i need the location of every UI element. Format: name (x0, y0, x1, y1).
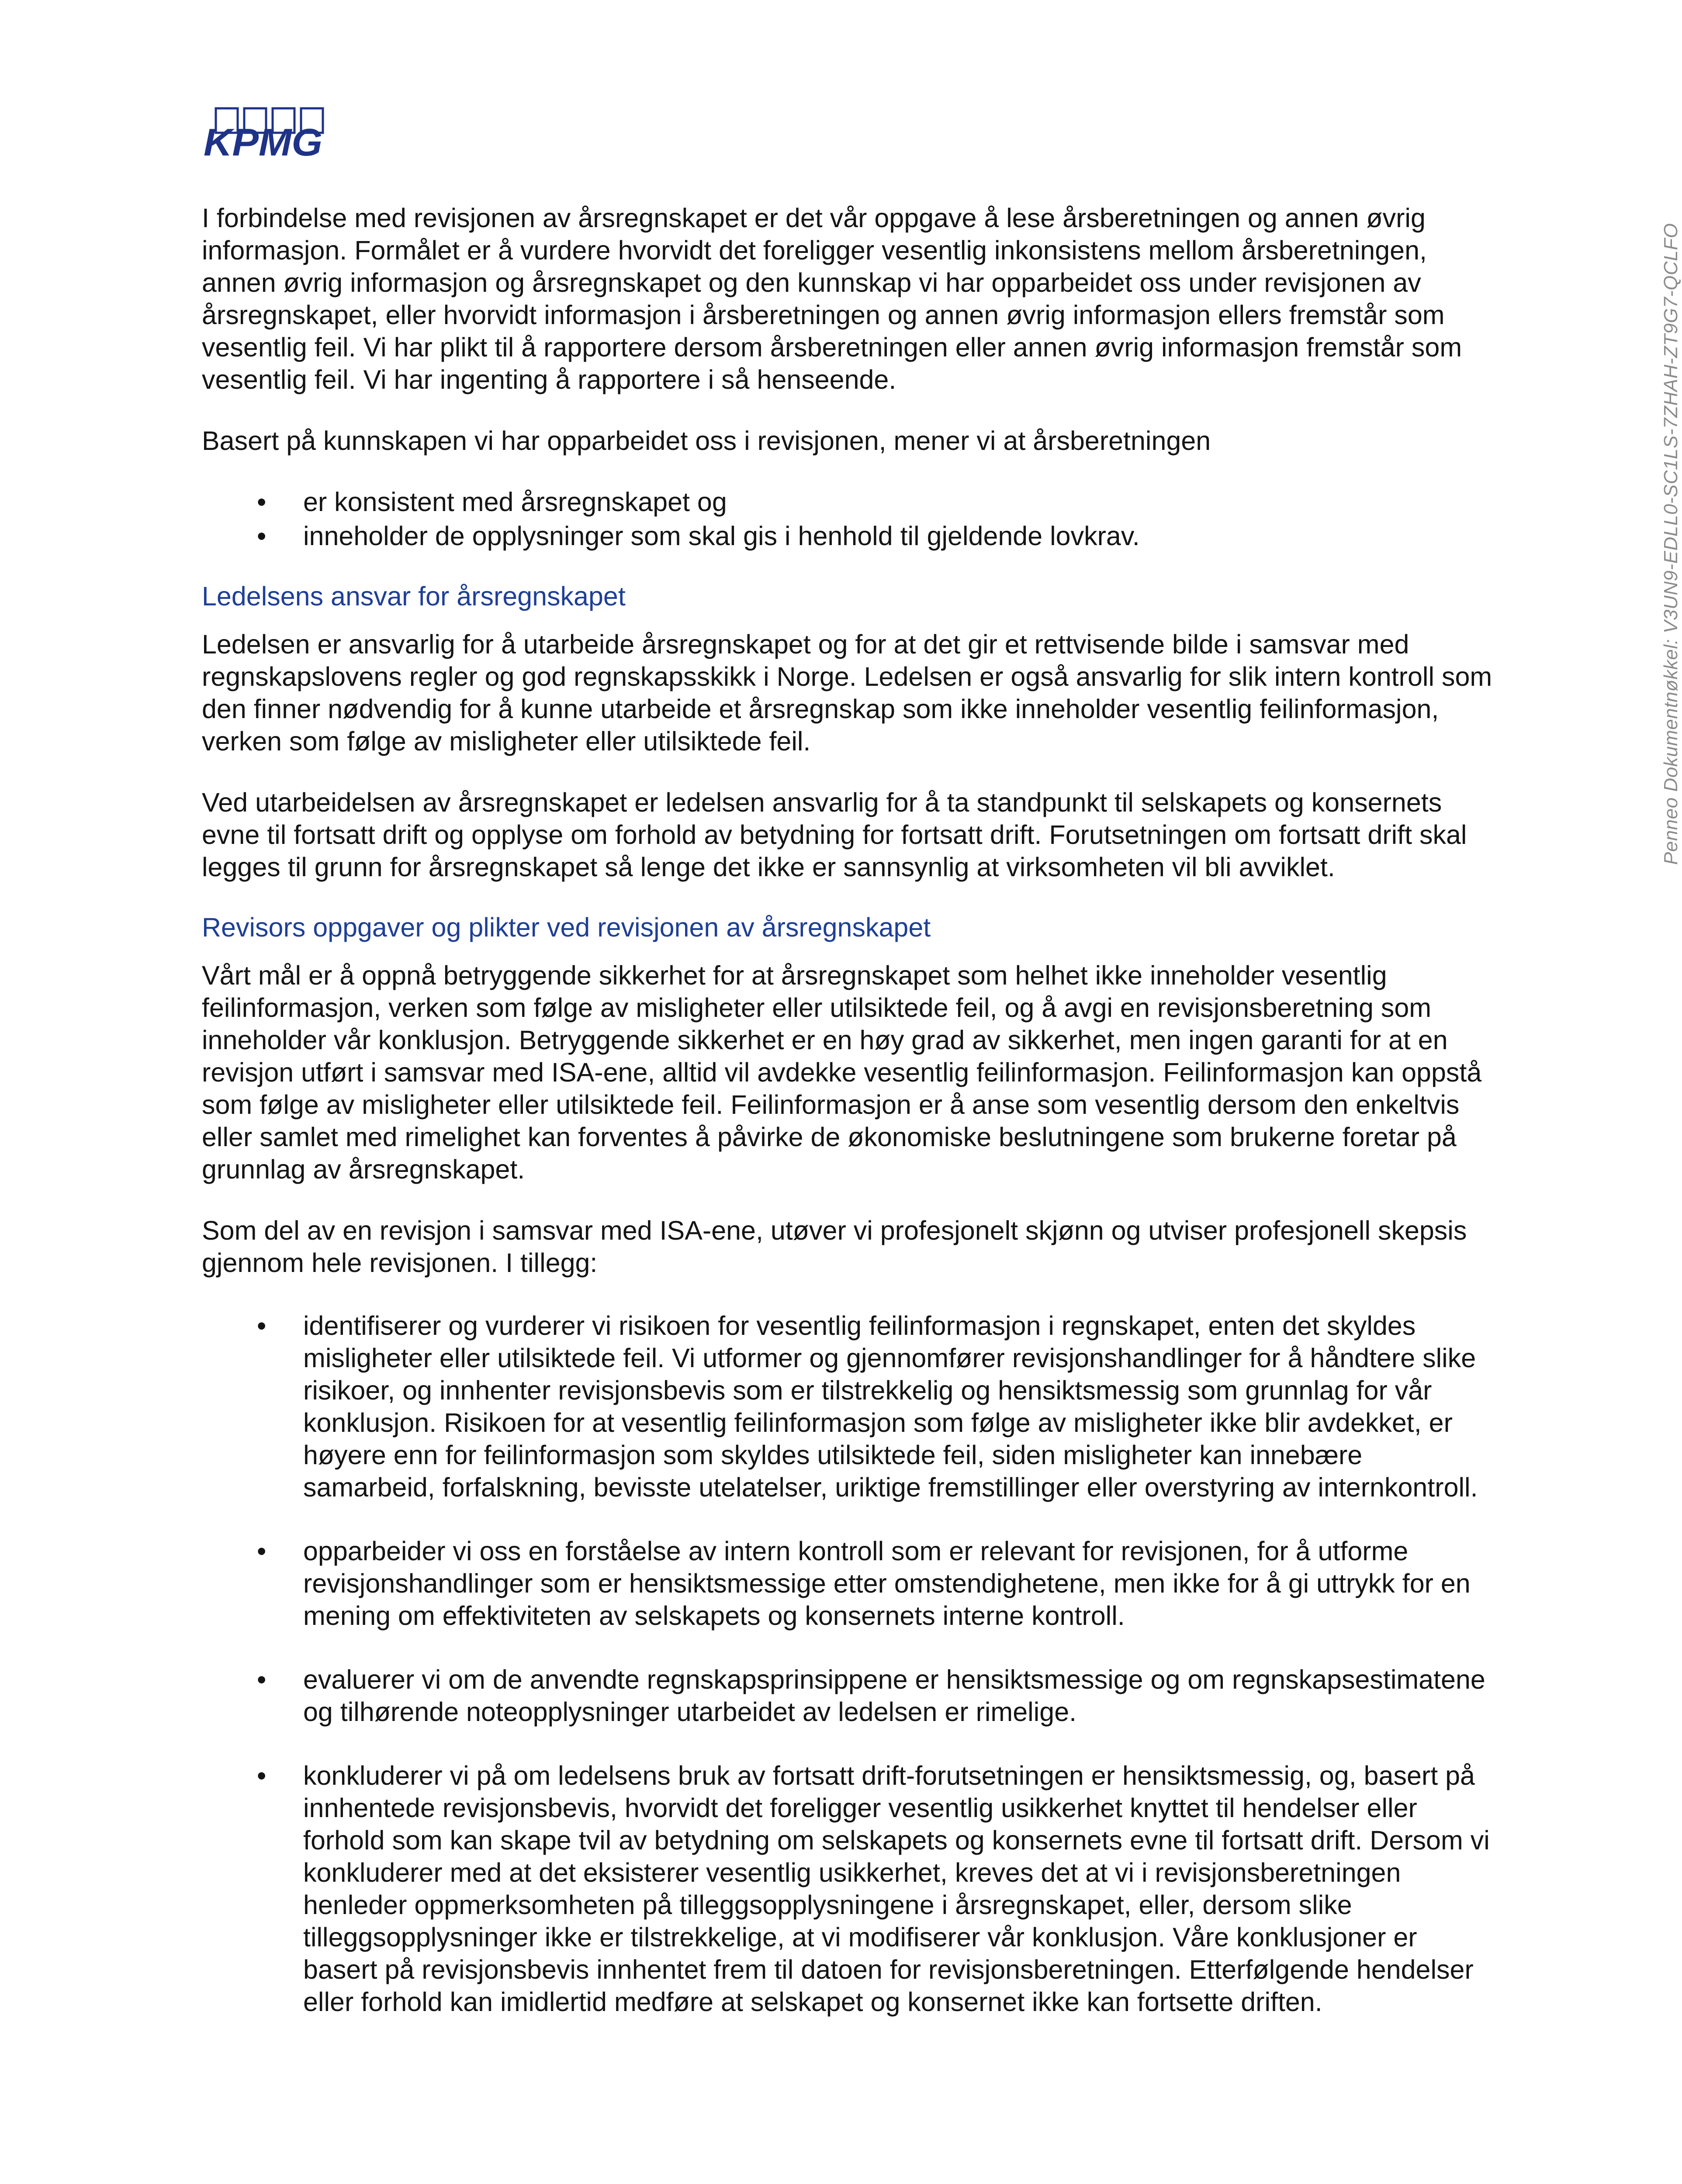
kpmg-logo-text: KPMG (204, 121, 322, 164)
list-item: • identifiserer og vurderer vi risikoen for vesentlig feilinformasjon i regnskapet, enten det skyldes misligheter eller utilsiktede feil. Vi utformer og gjennomfører revisjonshandlinger for å håndtere slike risikoer, og innhenter revisjonsbevis som er tilstrekkelig og hensiktsmessig som grunnlag for vår konklusjon. Risikoen for at vesentlig feilinformasjon som følge av misligheter ikke blir avdekket, er høyere enn for feilinformasjon som skyldes utilsiktede feil, siden misligheter kan innebære samarbeid, forfalskning, bevisste utelatelser, uriktige fremstillinger eller overstyring av internkontroll. (202, 1310, 1495, 1503)
list-item: • inneholder de opplysninger som skal gis i henhold til gjeldende lovkrav. (202, 520, 1495, 552)
list-item: • er konsistent med årsregnskapet og (202, 486, 1495, 518)
list-item: • opparbeider vi oss en forståelse av intern kontroll som er relevant for revisjonen, for å utforme revisjonshandlinger som er hensiktsmessige etter omstendighetene, men ikke for å gi uttrykk for en mening om effektiviteten av selskapets og konsernets interne kontroll. (202, 1535, 1495, 1632)
penneo-document-key: Penneo Dokumentnøkkel: V3UN9-EDLL0-SC1LS-7ZHAH-ZT9G7-QCLFO (1660, 223, 1682, 865)
paragraph-going-concern: Ved utarbeidelsen av årsregnskapet er ledelsen ansvarlig for å ta standpunkt til selskapets og konsernets evne til fortsatt drift og opplyse om forhold av betydning for fortsatt drift. Forutsetningen om fortsatt drift skal legges til grunn for årsregnskapet så lenge det ikke er sannsynlig at virksomheten vil bli avviklet. (202, 788, 1467, 882)
paragraph-management-responsibility: Ledelsen er ansvarlig for å utarbeide årsregnskapet og for at det gir et rettvisende bilde i samsvar med regnskapslovens regler og god regnskapsskikk i Norge. Ledelsen er også ansvarlig for slik intern kontroll som den finner nødvendig for å kunne utarbeide et årsregnskap som ikke inneholder vesentlig feilinformasjon, verken som følge av misligheter eller utilsiktede feil. (202, 629, 1492, 756)
bullet-list-annual-report (202, 486, 1495, 552)
list-item: • konkluderer vi på om ledelsens bruk av fortsatt drift-forutsetningen er hensiktsmessig, og, basert på innhentede revisjonsbevis, hvorvidt det foreligger vesentlig usikkerhet knyttet til hendelser eller forhold som kan skape tvil av betydning om selskapets og konsernets evne til fortsatt drift. Dersom vi konkluderer med at det eksisterer vesentlig usikkerhet, kreves det at vi i revisjonsberetningen henleder oppmerksomheten på tilleggsopplysningene i årsregnskapet, eller, dersom slike tilleggsopplysninger ikke er tilstrekkelige, at vi modifiserer vår konklusjon. Våre konklusjoner er basert på revisjonsbevis innhentet frem til datoen for revisjonsberetningen. Etterfølgende hendelser eller forhold kan imidlertid medføre at selskapet og konsernet ikke kan fortsette driften. (202, 1759, 1495, 2018)
paragraph-other-information: I forbindelse med revisjonen av årsregnskapet er det vår oppgave å lese årsberetningen og annen øvrig informasjon. Formålet er å vurdere hvorvidt det foreligger vesentlig inkonsistens mellom årsberetningen, annen øvrig informasjon og årsregnskapet og den kunnskap vi har opparbeidet oss under revisjonen av årsregnskapet, eller hvorvidt informasjon i årsberetningen og annen øvrig informasjon ellers fremstår som vesentlig feil. Vi har plikt til å rapportere dersom årsberetningen eller annen øvrig informasjon fremstår som vesentlig feil. Vi har ingenting å rapportere i så henseende. (202, 203, 1462, 394)
paragraph-audit-objective: Vårt mål er å oppnå betryggende sikkerhet for at årsregnskapet som helhet ikke inneholder vesentlig feilinformasjon, verken som følge av misligheter eller utilsiktede feil, og å avgi en revisjonsberetning som inneholder vår konklusjon. Betryggende sikkerhet er en høy grad av sikkerhet, men ingen garanti for at en revisjon utført i samsvar med ISA-ene, alltid vil avdekke vesentlig feilinformasjon. Feilinformasjon kan oppstå som følge av misligheter eller utilsiktede feil. Feilinformasjon er å anse som vesentlig dersom den enkeltvis eller samlet med rimelighet kan forventes å påvirke de økonomiske beslutningene som brukerne foretar på grunnlag av årsregnskapet. (202, 961, 1482, 1184)
list-item: • evaluerer vi om de anvendte regnskapsprinsippene er hensiktsmessige og om regnskapsestimatene og tilhørende noteopplysninger utarbeidet av ledelsen er rimelige. (202, 1663, 1495, 1728)
bullet-list-audit-procedures (202, 1310, 1495, 2018)
section-heading-auditor: Revisors oppgaver og plikter ved revisjonen av årsregnskapet (202, 912, 931, 942)
kpmg-logo (202, 104, 333, 164)
kpmg-logo-icon (202, 104, 333, 164)
document-body (202, 202, 1495, 2018)
paragraph-based-on-knowledge: Basert på kunnskapen vi har opparbeidet oss i revisjonen, mener vi at årsberetningen (202, 426, 1211, 456)
paragraph-professional-judgment: Som del av en revisjon i samsvar med ISA-ene, utøver vi profesjonelt skjønn og utviser profesjonell skepsis gjennom hele revisjonen. I tillegg: (202, 1216, 1467, 1278)
section-heading-management: Ledelsens ansvar for årsregnskapet (202, 581, 626, 611)
